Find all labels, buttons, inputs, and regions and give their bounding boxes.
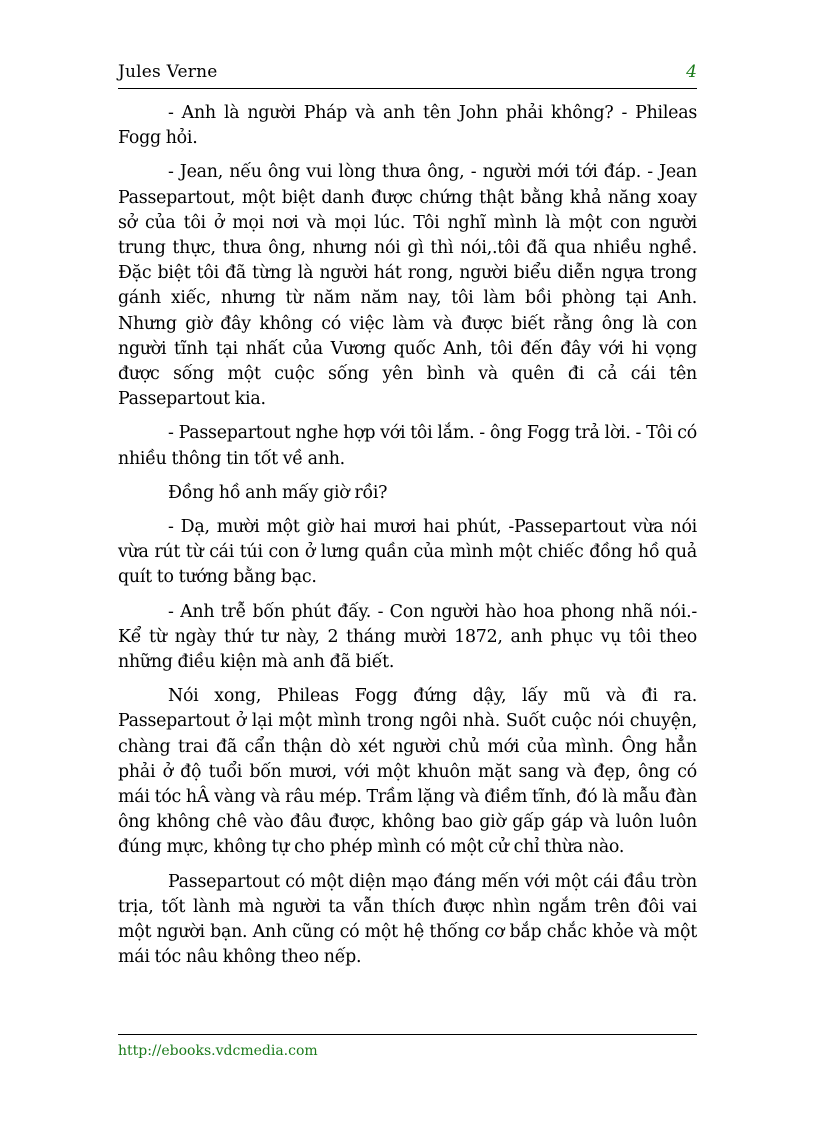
paragraph: - Passepartout nghe hợp với tôi lắm. - ông Fogg trả lời. - Tôi có nhiều thông tin tốt về anh. [118, 423, 697, 469]
paragraph: Nói xong, Phileas Fogg đứng dậy, lấy mũ và đi ra. Passepartout ở lại một mình trong ngôi nhà. Suốt cuộc nói chuyện, chàng trai đã cẩn thận dò xét người chủ mới của mình. Ông hẳn phải ở độ tuổi bốn mươi, với một khuôn mặt sang và đẹp, ông có mái tóc hÂ vàng và râu mép. Trầm lặng và điềm tĩnh, đó là mẫu đàn ông không chê vào đâu được, không bao giờ gấp gáp và luôn luôn đúng mực, không tự cho phép mình có một cử chỉ thừa nào. [118, 686, 697, 858]
paragraph: - Anh trễ bốn phút đấy. - Con người hào hoa phong nhã nói.- Kể từ ngày thứ tư này, 2 tháng mười 1872, anh phục vụ tôi theo những điều kiện mà anh đã biết. [118, 601, 697, 673]
footer-divider [118, 1034, 697, 1035]
page-header [118, 62, 697, 89]
footer-link[interactable]: http://ebooks.vdcmedia.com [118, 1043, 318, 1059]
paragraph: Đồng hồ anh mấy giờ rồi? [168, 482, 388, 503]
book-author-title: Jules Verne [118, 62, 218, 82]
paragraph: - Anh là người Pháp và anh tên John phải không? - Phileas Fogg hỏi. [118, 103, 697, 149]
page-number: 4 [686, 62, 697, 82]
body-text [118, 101, 697, 980]
paragraph: Passepartout có một diện mạo đáng mến với một cái đầu tròn trịa, tốt lành mà người ta vẫn thích được nhìn ngắm trên đôi vai một người bạn. Anh cũng có một hệ thống cơ bắp chắc khỏe và một mái tóc nâu không theo nếp. [118, 871, 697, 968]
paragraph: - Dạ, mười một giờ hai mươi hai phút, -Passepartout vừa nói vừa rút từ cái túi con ở lưng quần của mình một chiếc đồng hồ quả quít to tướng bằng bạc. [118, 517, 697, 588]
paragraph: - Jean, nếu ông vui lòng thưa ông, - người mới tới đáp. - Jean Passepartout, một biệt danh được chứng thật bằng khả năng xoay sở của tôi ở mọi nơi và mọi lúc. Tôi nghĩ mình là một con người trung thực, thưa ông, nhưng nói gì thì nói,.tôi đã qua nhiều nghề. Đặc biệt tôi đã từng là người hát rong, người biểu diễn ngựa trong gánh xiếc, nhưng từ năm năm nay, tôi làm bồi phòng tại Anh. Nhưng giờ đây không có việc làm và được biết rằng ông là con người tĩnh tại nhất của Vương quốc Anh, tôi đến đây với hi vọng được sống một cuộc sống yên bình và quên đi cả cái tên Passepartout kia. [118, 162, 697, 410]
